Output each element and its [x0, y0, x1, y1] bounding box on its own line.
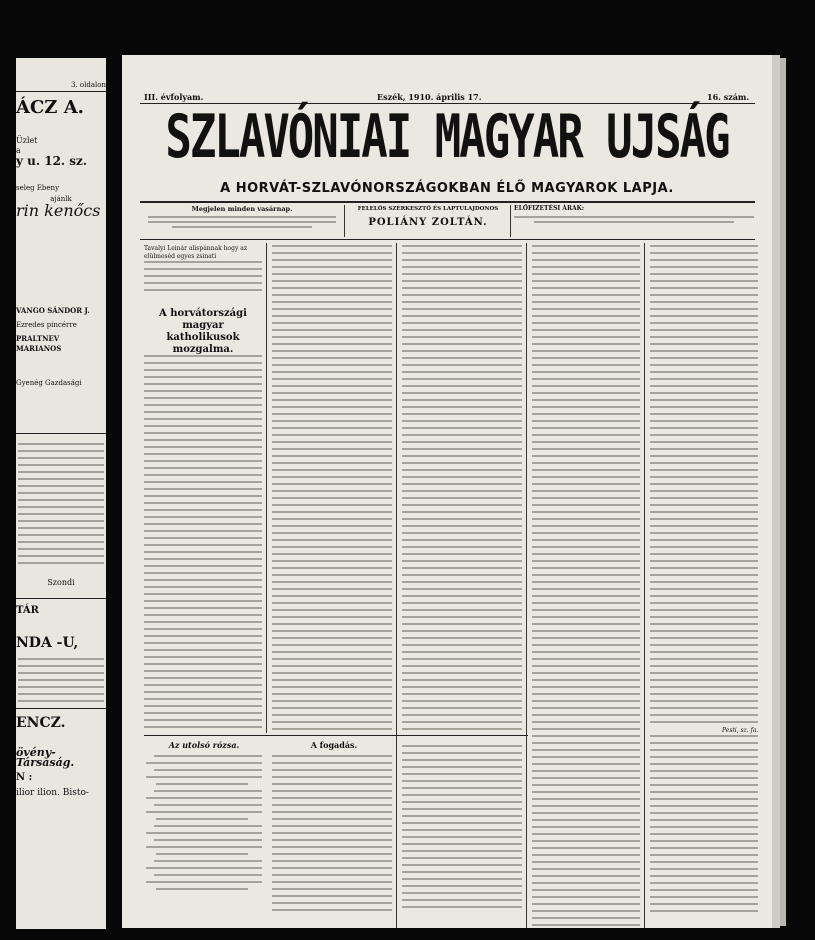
info-box-publication — [142, 205, 342, 231]
masthead-subtitle: A HORVÁT-SZLAVÓNORSZÁGOKBAN ÉLŐ MAGYAROK LAPJA. — [220, 181, 674, 196]
info-divider — [344, 205, 345, 237]
article-text-col5 — [650, 245, 758, 725]
left-page-header: 3. oldalon — [71, 81, 106, 89]
left-line: seleg Ebeny — [16, 184, 60, 192]
left-text-block — [18, 658, 104, 708]
left-line: övény-Társaság. — [16, 746, 75, 769]
info-box-title: Megjelen minden vasárnap. — [191, 205, 293, 213]
info-rule — [140, 239, 755, 240]
left-text-block — [18, 443, 104, 573]
left-rule — [16, 91, 106, 92]
left-line: Üzlet — [16, 136, 38, 145]
intro-text — [144, 245, 262, 300]
left-line: PRALTNEV MARIANOS — [16, 334, 62, 353]
story-text-cont — [402, 745, 522, 920]
article-text-col4 — [532, 245, 640, 928]
left-line: ajánlk — [50, 195, 72, 203]
left-line: rin kenőcs — [16, 201, 101, 220]
info-box-title: ELŐFIZETÉSI ÁRAK: — [514, 205, 585, 212]
newspaper-front-page — [122, 55, 772, 928]
info-box-prices — [514, 205, 754, 226]
left-line: VANGO SÁNDOR J. — [16, 306, 90, 315]
story-text — [272, 755, 392, 920]
column-divider — [526, 243, 527, 928]
issue-label: III. évfolyam. — [144, 92, 204, 102]
page-edge — [780, 58, 786, 926]
info-box-title: FELELŐS SZERKESZTŐ ÉS LAPTULAJDONOS — [357, 206, 499, 212]
left-line: Ezredes pincérre — [16, 321, 77, 329]
issue-number: 16. szám. — [707, 92, 750, 102]
info-divider — [510, 205, 511, 237]
editor-name: POLIÁNY ZOLTÁN. — [368, 217, 488, 228]
column-divider — [644, 243, 645, 928]
left-line: ENCZ. — [16, 715, 66, 731]
intro-first-line: Tavalyi Leinár alispánnak hogy az elülmeséd egyes zsinati — [144, 245, 247, 260]
left-rule — [16, 598, 106, 599]
left-page-fragment — [16, 58, 106, 929]
left-line: a — [16, 146, 21, 155]
article-text-col5-lower — [650, 735, 758, 925]
poem-text — [146, 755, 262, 925]
left-line: NDA -U, — [16, 635, 79, 651]
left-line: y u. 12. sz. — [16, 154, 88, 168]
left-rule — [16, 708, 106, 709]
date-place: Eszék, 1910. április 17. — [377, 92, 482, 102]
article-text-col3 — [402, 245, 522, 733]
left-line: Szondi — [47, 578, 75, 587]
left-line: ÁCZ A. — [16, 97, 84, 118]
article-heading: A horvátországi magyar katholikusok mozgalma. — [159, 308, 247, 355]
column-divider — [396, 243, 397, 928]
left-line: TÁR — [16, 605, 39, 616]
left-rule — [16, 433, 106, 434]
left-line: N : — [16, 772, 33, 783]
masthead-rule — [140, 201, 755, 203]
page-edge — [772, 55, 780, 928]
column-divider — [266, 243, 267, 733]
masthead-title: SZLAVÓNIAI MAGYAR UJSÁG — [165, 103, 729, 172]
section-heading-rose: Az utolsó rózsa. — [168, 740, 240, 750]
section-heading-bet: A fogadás. — [310, 740, 358, 750]
article-text-col2 — [272, 245, 392, 733]
article-text-col1 — [144, 355, 262, 735]
left-line: Gyenég Gazdasági — [16, 379, 82, 387]
info-box-editor — [348, 205, 508, 227]
section-rule — [144, 735, 528, 736]
left-line: ilior ilion. Bisto- — [16, 788, 89, 798]
article-signature: Pesti, sz. fa. — [722, 727, 759, 734]
